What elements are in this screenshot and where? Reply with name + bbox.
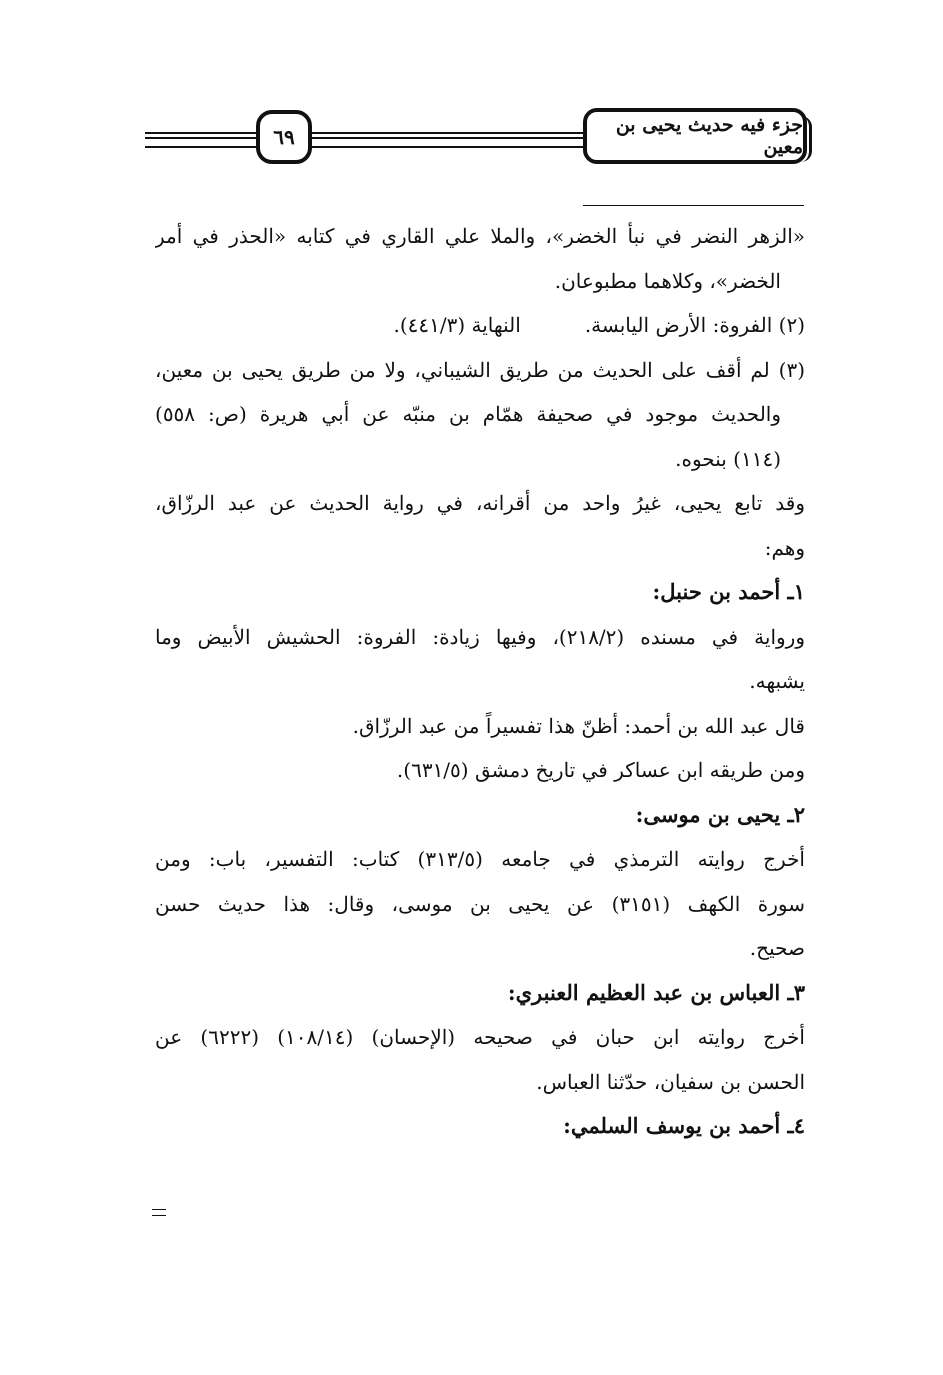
text-line: سورة الكهف (٣١٥١) عن يحيى بن موسى، وقال: هذا حديث حسن — [155, 891, 805, 916]
section-heading: ٣ـ العباس بن عبد العظيم العنبري: — [507, 979, 805, 1005]
text-line: الحسن بن سفيان، حدّثنا العباس. — [536, 1069, 805, 1094]
text-line: صحيح. — [749, 936, 805, 960]
footnote-2-definition: (٢) الفروة: الأرض اليابسة. — [584, 313, 805, 337]
text-line: وهم: — [764, 535, 805, 560]
page-body — [155, 214, 805, 1149]
section-heading: ١ـ أحمد بن حنبل: — [652, 579, 805, 604]
text-line: ومن طريقه ابن عساكر في تاريخ دمشق (٦٣١/٥). — [396, 758, 805, 782]
footnote-2-source: النهاية (٤٤١/٣). — [393, 313, 521, 337]
header-rule-middle — [311, 132, 585, 148]
text-line: قال عبد الله بن أحمد: أظنّ هذا تفسيراً من عبد الرزّاق. — [352, 713, 805, 738]
section-heading: ٤ـ أحمد بن يوسف السلمي: — [563, 1113, 805, 1138]
text-line: والحديث موجود في صحيفة همّام بن منبّه عن أبي هريرة (ص: ٥٥٨) — [155, 402, 781, 426]
text-line: (١١٤) بنحوه. — [675, 446, 781, 471]
text-line: يشبهه. — [749, 669, 805, 693]
section-heading: ٢ـ يحيى بن موسى: — [635, 801, 805, 827]
continuation-mark — [152, 1209, 166, 1216]
text-line: «الزهر النضر في نبأ الخضر»، والملا علي القاري في كتابه «الحذر في أمر — [155, 224, 805, 248]
footnote-separator — [583, 205, 804, 206]
footnote-2 — [155, 303, 805, 348]
footnote-3: (٣) لم أقف على الحديث من طريق الشيباني، ولا من طريق يحيى بن معين، — [155, 357, 805, 382]
text-line: ورواية في مسنده (٢١٨/٢)، وفيها زيادة: الفروة: الحشيش الأبيض وما — [155, 624, 805, 649]
book-title: جزء فيه حديث يحيى بن معين — [583, 108, 807, 164]
text-line: أخرج روايته ابن حبان في صحيحه (الإحسان) (١٠٨/١٤) (٦٢٢٢) عن — [155, 1025, 805, 1049]
header-rule-left — [145, 132, 257, 148]
page-header — [0, 0, 943, 190]
text-line: أخرج روايته الترمذي في جامعه (٣١٣/٥) كتاب: التفسير، باب: ومن — [155, 847, 805, 871]
text-line: وقد تابع يحيى، غيرُ واحد من أقرانه، في رواية الحديث عن عبد الرزّاق، — [155, 491, 805, 515]
page-number: ٦٩ — [256, 110, 312, 164]
text-line: الخضر»، وكلاهما مطبوعان. — [554, 268, 781, 293]
